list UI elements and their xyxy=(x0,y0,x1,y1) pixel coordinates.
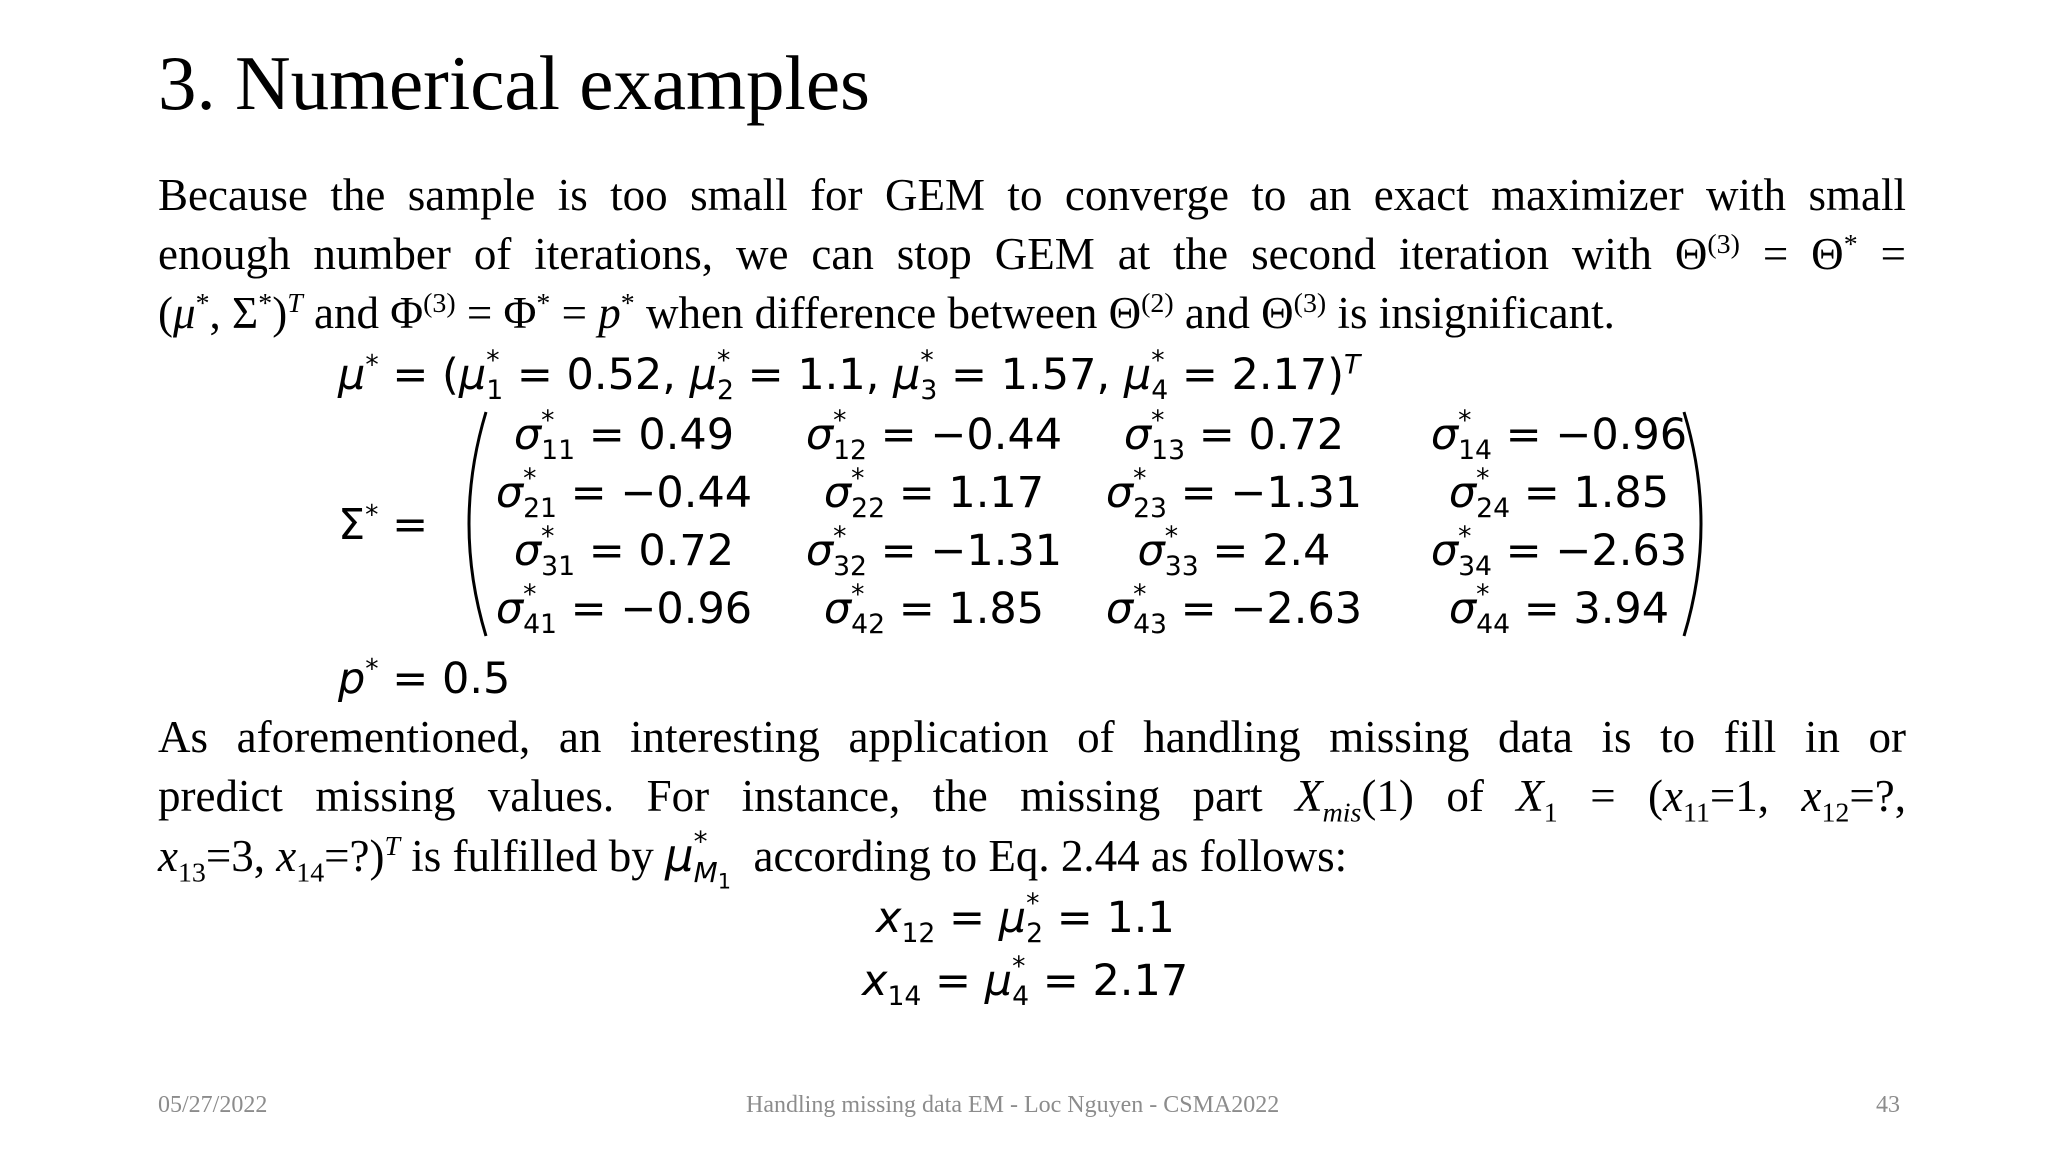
matrix-cell: σ * 31 = 0.72 xyxy=(513,521,735,583)
paragraph-application-line3: $x_{13}=3$, $x_{14}=?)^T$ is fulfilled by μ * $M_1$ according to Eq. 2.44 as follows: xyxy=(158,824,1348,894)
slide-title: 3. Numerical examples xyxy=(158,40,870,126)
left-paren xyxy=(469,412,486,636)
matrix-cell: σ * 22 = 1.17 xyxy=(823,463,1045,525)
matrix-cell: σ * 33 = 2.4 xyxy=(1137,521,1331,583)
matrix-cell: σ * 44 = 3.94 xyxy=(1448,579,1670,641)
footer-page-number: 43 xyxy=(1876,1092,1900,1118)
matrix-cell: σ * 14 = −0.96 xyxy=(1430,405,1688,467)
paragraph-intro-line1: Because the sample is too small for GEM to converge to an exact maximizer with small xyxy=(158,170,1906,220)
footer-center-text: Handling missing data EM - Loc Nguyen - CSMA2022 xyxy=(746,1092,1280,1118)
matrix-cell: σ * 43 = −2.63 xyxy=(1105,579,1363,641)
equation-x12: $x_{12} = \mu$ * 2 = 1.1 xyxy=(876,888,1175,950)
matrix-row xyxy=(494,521,1734,583)
equation-x14: $x_{14} = \mu$ * 4 = 2.17 xyxy=(862,951,1189,1013)
matrix-row xyxy=(494,463,1734,525)
matrix-cell: σ * 12 = −0.44 xyxy=(805,405,1063,467)
matrix-cell: σ * 13 = 0.72 xyxy=(1123,405,1345,467)
paragraph-application-line2: predict missing values. For instance, the missing part $X_{mis}(1)$ of $X_1 = (x_{11}=1$, $x_{12}=$?, xyxy=(158,771,1906,829)
matrix-cell: σ * 24 = 1.85 xyxy=(1448,463,1670,525)
matrix-row xyxy=(494,405,1734,467)
paragraph-intro xyxy=(158,166,1906,343)
equation-mu-star: μ* = (μ * 1 = 0.52, μ * 2 = 1.1, μ * 3 = 1.57, μ * 4 = 2.17)$^T$ xyxy=(338,345,1361,407)
matrix-cell: σ * 23 = −1.31 xyxy=(1105,463,1363,525)
paragraph-application-line1: As aforementioned, an interesting application of handling missing data is to fill in or xyxy=(158,712,1906,762)
matrix-row xyxy=(494,579,1734,641)
sigma-matrix xyxy=(494,405,1734,641)
equation-sigma-label: Σ* = xyxy=(338,499,429,550)
matrix-cell: σ * 11 = 0.49 xyxy=(513,405,735,467)
matrix-cell: σ * 41 = −0.96 xyxy=(495,579,753,641)
matrix-cell: σ * 32 = −1.31 xyxy=(805,521,1063,583)
paragraph-intro-line2: enough number of iterations, we can stop GEM at the second iteration with $\Theta^{(3)} = \Theta^*$ = xyxy=(158,228,1906,279)
footer-date: 05/27/2022 xyxy=(158,1092,268,1118)
matrix-cell: σ * 34 = −2.63 xyxy=(1430,521,1688,583)
equation-p-star: p* = 0.5 xyxy=(338,653,511,704)
matrix-cell: σ * 21 = −0.44 xyxy=(495,463,753,525)
paragraph-intro-line3: (μ*, Σ*)$^T$ and $\Phi^{(3)} = \Phi^* = p^*$ when difference between $\Theta^{(2)}$ and $\Theta^{(3)}$ is insignificant. xyxy=(158,287,1615,338)
matrix-cell: σ * 42 = 1.85 xyxy=(823,579,1045,641)
